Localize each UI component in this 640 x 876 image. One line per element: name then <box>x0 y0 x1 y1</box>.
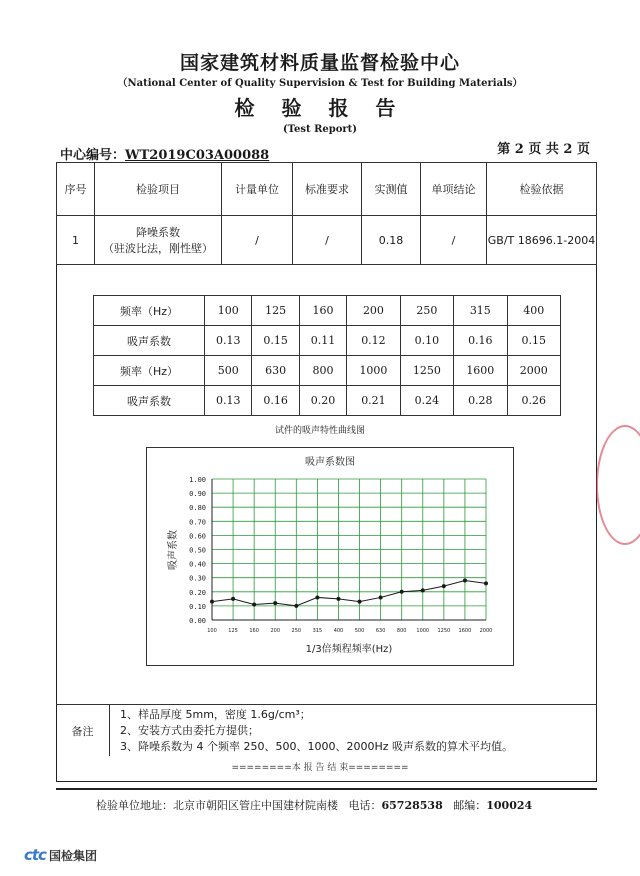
col-header-requirement: 标准要求 <box>293 163 362 216</box>
coef-cell: 0.11 <box>299 326 346 356</box>
y-tick-label: 1.00 <box>189 476 206 484</box>
x-tick-label: 2000 <box>479 628 493 634</box>
footer-rule <box>56 788 597 790</box>
data-point <box>210 600 214 604</box>
y-tick-label: 0.00 <box>189 617 206 625</box>
data-point <box>294 604 298 608</box>
freq-cell: 125 <box>252 296 299 326</box>
y-tick-label: 0.20 <box>189 588 206 597</box>
y-tick-label: 0.90 <box>189 490 206 499</box>
address-label: 检验单位地址： <box>96 799 173 812</box>
col-header-no: 序号 <box>57 163 95 216</box>
cell-measured: 0.18 <box>362 216 421 265</box>
note-line-2: 2、安装方式由委托方提供； <box>120 724 259 737</box>
cell-no: 1 <box>57 216 95 265</box>
freq-cell: 630 <box>252 356 299 386</box>
center-number-label: 中心编号： <box>60 148 126 163</box>
data-point <box>358 600 362 604</box>
freq-cell: 1000 <box>347 356 400 386</box>
coef-row-label: 吸声系数 <box>94 326 205 356</box>
freq-cell: 400 <box>507 296 560 326</box>
page-title-english: （National Center of Quality Supervision & Test for Building Materials） <box>117 78 523 89</box>
data-point <box>336 597 340 601</box>
table-row <box>94 296 561 326</box>
y-tick-label: 0.80 <box>189 504 206 513</box>
cell-unit: / <box>222 216 293 265</box>
freq-row-label: 频率（Hz） <box>94 356 205 386</box>
coef-cell: 0.10 <box>400 326 453 356</box>
report-end-mark: ========本 报 告 结 束======== <box>231 763 409 773</box>
freq-row-label: 频率（Hz） <box>94 296 205 326</box>
notes-divider <box>109 704 110 756</box>
coef-cell: 0.16 <box>252 386 299 416</box>
absorption-chart <box>146 447 514 666</box>
coef-cell: 0.15 <box>252 326 299 356</box>
notes-label: 备注 <box>71 725 94 738</box>
phone-label: 电话： <box>348 799 382 812</box>
data-point <box>273 601 277 605</box>
chart-title: 吸声系数图 <box>305 457 355 468</box>
x-tick-label: 315 <box>312 628 323 634</box>
center-number-value: WT2019C03A00088 <box>125 148 270 163</box>
footer <box>96 797 532 813</box>
col-header-conclusion: 单项结论 <box>421 163 487 216</box>
y-tick-label: 0.10 <box>189 602 206 611</box>
freq-cell: 100 <box>205 296 252 326</box>
freq-cell: 200 <box>347 296 400 326</box>
data-point <box>421 588 425 592</box>
freq-cell: 1600 <box>454 356 507 386</box>
seal-stamp <box>596 425 640 545</box>
table-row <box>94 356 561 386</box>
freq-cell: 160 <box>299 296 346 326</box>
coef-cell: 0.13 <box>205 386 252 416</box>
post-label: 邮编： <box>453 799 487 812</box>
x-tick-label: 100 <box>207 628 217 634</box>
frequency-table <box>93 295 561 416</box>
ctc-logo <box>24 846 97 864</box>
x-tick-label: 1000 <box>416 628 430 634</box>
page-info: 第 2 页 共 2 页 <box>497 142 590 157</box>
x-tick-label: 1600 <box>458 628 472 634</box>
x-axis-label: 1/3倍频程频率(Hz) <box>305 644 393 655</box>
report-title: 检 验 报 告 <box>234 96 406 120</box>
x-tick-label: 200 <box>270 628 281 634</box>
note-line-3: 3、降噪系数为 4 个频率 250、500、1000、2000Hz 吸声系数的算术平均值。 <box>120 740 514 753</box>
cell-requirement: / <box>293 216 362 265</box>
freq-cell: 315 <box>454 296 507 326</box>
col-header-measured: 实测值 <box>362 163 421 216</box>
table-row <box>57 216 597 265</box>
coef-cell: 0.20 <box>299 386 346 416</box>
table-row <box>94 326 561 356</box>
data-point <box>252 602 256 606</box>
freq-cell: 2000 <box>507 356 560 386</box>
cell-conclusion: / <box>421 216 487 265</box>
col-header-item: 检验项目 <box>95 163 222 216</box>
data-point <box>442 584 446 588</box>
x-tick-label: 500 <box>354 628 365 634</box>
col-header-basis: 检验依据 <box>487 163 597 216</box>
x-tick-label: 400 <box>333 628 344 634</box>
coef-cell: 0.13 <box>205 326 252 356</box>
cell-item-line1: 降噪系数 <box>136 226 180 239</box>
data-point <box>463 579 467 583</box>
x-tick-label: 1250 <box>437 628 451 634</box>
ctc-logo-mark: ctc <box>24 846 46 864</box>
y-axis-label: 吸声系数 <box>168 530 179 570</box>
freq-cell: 250 <box>400 296 453 326</box>
report-title-english: (Test Report) <box>282 124 358 135</box>
phone-value: 65728538 <box>381 799 443 812</box>
data-point <box>400 590 404 594</box>
x-tick-label: 630 <box>375 628 386 634</box>
data-point <box>484 581 488 585</box>
y-tick-label: 0.30 <box>189 574 206 583</box>
coef-row-label: 吸声系数 <box>94 386 205 416</box>
cell-item-line2: （驻波比法，刚性壁） <box>103 242 213 255</box>
curve-caption: 试件的吸声特性曲线图 <box>274 426 365 436</box>
coef-cell: 0.26 <box>507 386 560 416</box>
coef-cell: 0.12 <box>347 326 400 356</box>
address-value: 北京市朝阳区管庄中国建材院南楼 <box>173 799 338 812</box>
series-line <box>212 581 486 606</box>
freq-cell: 800 <box>299 356 346 386</box>
page-title: 国家建筑材料质量监督检验中心 <box>179 52 460 74</box>
coef-cell: 0.15 <box>507 326 560 356</box>
x-tick-label: 250 <box>291 628 302 634</box>
data-point <box>231 597 235 601</box>
freq-cell: 500 <box>205 356 252 386</box>
ctc-logo-text: 国检集团 <box>48 848 97 863</box>
col-header-unit: 计量单位 <box>222 163 293 216</box>
y-tick-label: 0.40 <box>189 560 206 569</box>
inspection-table <box>56 162 597 265</box>
coef-cell: 0.24 <box>400 386 453 416</box>
center-number <box>60 144 269 163</box>
cell-item <box>95 216 222 265</box>
x-tick-label: 800 <box>396 628 407 634</box>
coef-cell: 0.16 <box>454 326 507 356</box>
note-line-1: 1、样品厚度 5mm，密度 1.6g/cm³； <box>120 708 311 721</box>
y-tick-label: 0.60 <box>189 532 206 541</box>
x-tick-label: 125 <box>228 628 238 634</box>
data-point <box>315 595 319 599</box>
table-header-row <box>57 163 597 216</box>
data-point <box>379 595 383 599</box>
coef-cell: 0.28 <box>454 386 507 416</box>
post-value: 100024 <box>486 799 533 812</box>
notes-separator <box>56 704 597 705</box>
freq-cell: 1250 <box>400 356 453 386</box>
y-tick-label: 0.50 <box>189 546 206 555</box>
y-tick-label: 0.70 <box>189 518 206 527</box>
x-tick-label: 160 <box>249 628 259 634</box>
cell-basis: GB/T 18696.1-2004 <box>487 216 597 265</box>
table-row <box>94 386 561 416</box>
coef-cell: 0.21 <box>347 386 400 416</box>
